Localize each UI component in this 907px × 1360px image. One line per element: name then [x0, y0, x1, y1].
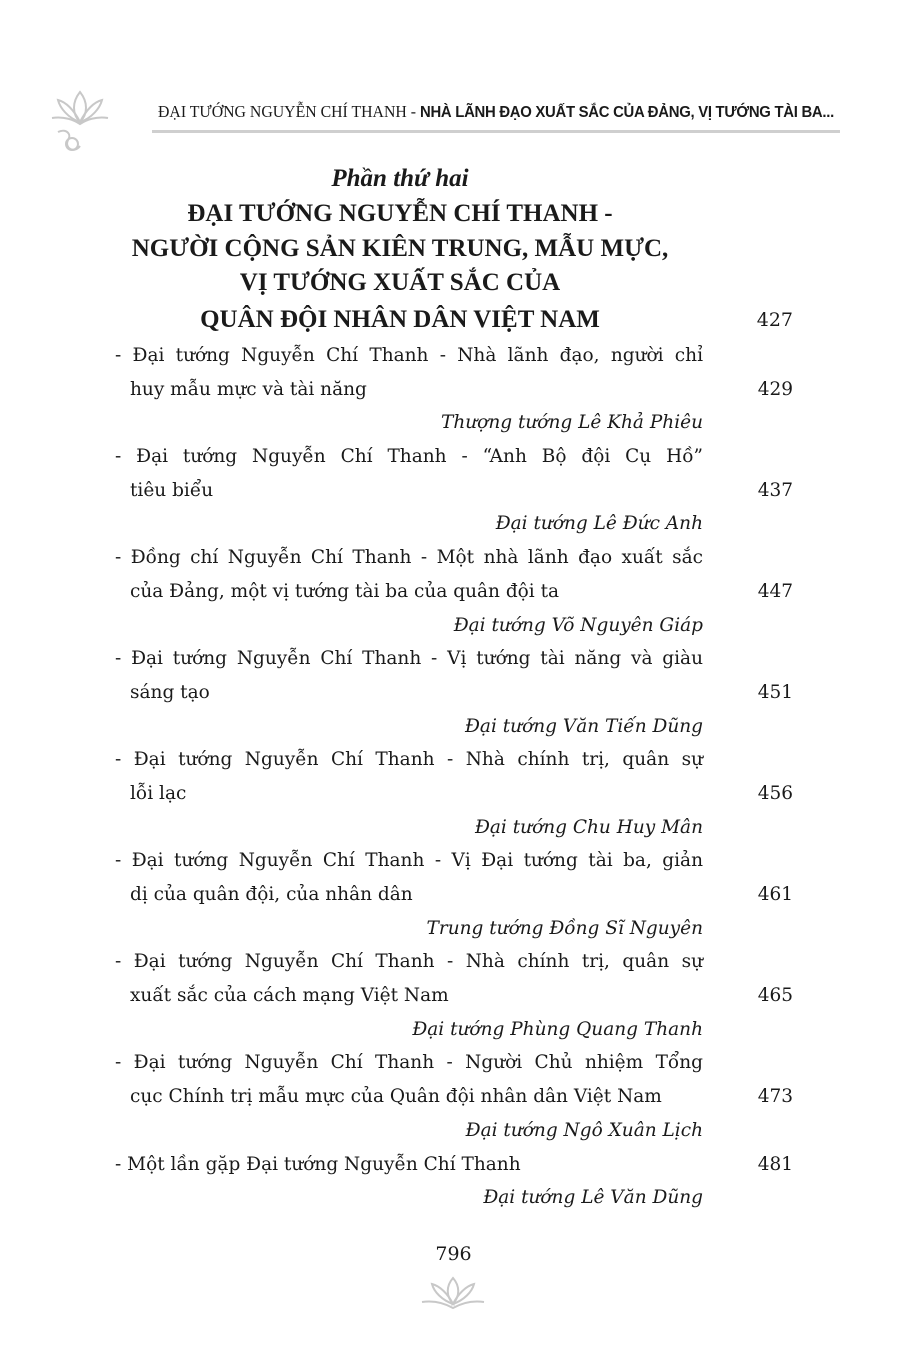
- toc-entry-author: Đại tướng Ngô Xuân Lịch: [465, 1119, 703, 1141]
- toc-entry-page: 465: [757, 985, 793, 1007]
- header-title-right: NHÀ LÃNH ĐẠO XUẤT SẮC CỦA ĐẢNG, VỊ TƯỚNG TÀI BA...: [419, 104, 834, 121]
- toc-line: [115, 1080, 793, 1114]
- toc-entry-title-cont: của Đảng, một vị tướng tài ba của quân đội ta: [130, 580, 560, 602]
- toc-entry-author: Đại tướng Lê Đức Anh: [495, 513, 703, 535]
- toc-line: [115, 339, 793, 373]
- part-page-number: 427: [756, 309, 793, 331]
- toc-entry-page: 429: [757, 378, 793, 400]
- part-title-line: VỊ TƯỚNG XUẤT SẮC CỦA: [239, 269, 561, 296]
- part-title-line: ĐẠI TƯỚNG NGUYỄN CHÍ THANH -: [187, 200, 613, 227]
- running-header: [40, 78, 834, 158]
- toc-line: [115, 1148, 793, 1182]
- toc-entry-title: - Đại tướng Nguyễn Chí Thanh - Nhà chính trị, quân sự: [115, 951, 703, 973]
- lotus-ornament-icon: [50, 88, 110, 160]
- toc-entry-title: - Đồng chí Nguyễn Chí Thanh - Một nhà lãnh đạo xuất sắc: [115, 547, 703, 569]
- toc-line: [115, 373, 793, 407]
- toc-line: [115, 406, 793, 440]
- toc-entry-title-cont: huy mẫu mực và tài năng: [130, 378, 367, 400]
- toc-entry-title: - Đại tướng Nguyễn Chí Thanh - Người Chủ nhiệm Tổng: [115, 1052, 703, 1074]
- toc-entry-page: 451: [757, 681, 793, 703]
- toc-entry-author: Trung tướng Đồng Sĩ Nguyên: [426, 917, 703, 939]
- toc-line: [115, 811, 793, 845]
- toc-entry-page: 473: [757, 1086, 793, 1108]
- toc-line: [115, 1181, 793, 1215]
- toc-entry[interactable]: [115, 541, 793, 642]
- toc-entry[interactable]: [115, 440, 793, 541]
- toc-entry-title: - Đại tướng Nguyễn Chí Thanh - Nhà chính trị, quân sự: [115, 749, 703, 771]
- toc-line: [115, 1114, 793, 1148]
- toc-entry-title: - Đại tướng Nguyễn Chí Thanh - “Anh Bộ đội Cụ Hồ”: [115, 446, 703, 468]
- header-title: [158, 102, 834, 122]
- toc-line: [115, 541, 793, 575]
- toc-line: [115, 1046, 793, 1080]
- toc-entry-title-cont: dị của quân đội, của nhân dân: [130, 884, 413, 905]
- toc-line: [115, 642, 793, 676]
- toc-line: [115, 507, 793, 541]
- toc-line: [115, 676, 793, 710]
- toc-entry-author: Đại tướng Văn Tiến Dũng: [464, 715, 703, 737]
- toc-entry[interactable]: [115, 1046, 793, 1147]
- toc-entry-author: Đại tướng Chu Huy Mân: [474, 816, 703, 838]
- page-number: 796: [435, 1243, 472, 1265]
- part-title-line: QUÂN ĐỘI NHÂN DÂN VIỆT NAM: [200, 306, 600, 333]
- toc-entry-title-cont: tiêu biểu: [130, 479, 214, 501]
- part-title-line: NGƯỜI CỘNG SẢN KIÊN TRUNG, MẪU MỰC,: [131, 235, 669, 262]
- header-rule: [152, 130, 840, 133]
- toc-entry-page: 447: [757, 580, 793, 602]
- part-label: Phần thứ hai: [331, 165, 469, 192]
- toc-entry-title: - Một lần gặp Đại tướng Nguyễn Chí Thanh: [115, 1153, 521, 1175]
- toc-entry-title: - Đại tướng Nguyễn Chí Thanh - Vị Đại tướng tài ba, giản: [115, 850, 703, 872]
- lotus-footer-ornament-icon: [418, 1276, 488, 1312]
- toc-entry-author: Đại tướng Phùng Quang Thanh: [412, 1018, 703, 1040]
- header-title-left: ĐẠI TƯỚNG NGUYỄN CHÍ THANH -: [158, 102, 420, 121]
- toc-line: [115, 878, 793, 912]
- toc-entry[interactable]: [115, 1148, 793, 1215]
- toc-line: [115, 945, 793, 979]
- toc-entry-page: 456: [757, 782, 793, 804]
- toc-entry-author: Đại tướng Võ Nguyên Giáp: [453, 614, 703, 636]
- toc-entry-title: - Đại tướng Nguyễn Chí Thanh - Nhà lãnh đạo, người chỉ: [115, 345, 703, 366]
- toc-line: [115, 743, 793, 777]
- toc-entry[interactable]: [115, 844, 793, 945]
- toc-entry-title-cont: sáng tạo: [130, 681, 210, 703]
- toc-entry-title: - Đại tướng Nguyễn Chí Thanh - Vị tướng tài năng và giàu: [115, 648, 703, 670]
- toc-entry[interactable]: [115, 642, 793, 743]
- toc-line: [115, 575, 793, 609]
- toc-entry-page: 481: [757, 1153, 793, 1175]
- toc-entry[interactable]: [115, 945, 793, 1046]
- toc-entry-title-cont: xuất sắc của cách mạng Việt Nam: [130, 985, 449, 1007]
- toc-line: [115, 979, 793, 1013]
- toc-line: [115, 1013, 793, 1047]
- toc-entry-page: 461: [757, 884, 793, 905]
- toc-line: [115, 609, 793, 643]
- toc-entry-author: Thượng tướng Lê Khả Phiêu: [441, 412, 703, 434]
- toc-line: [115, 844, 793, 878]
- toc-entry[interactable]: [115, 339, 793, 440]
- toc-line: [115, 777, 793, 811]
- toc-entry-title-cont: cục Chính trị mẫu mực của Quân đội nhân dân Việt Nam: [130, 1086, 662, 1108]
- toc-entry[interactable]: [115, 743, 793, 844]
- toc-line: [115, 474, 793, 508]
- toc-line: [115, 440, 793, 474]
- table-of-contents: [115, 339, 793, 1215]
- toc-entry-title-cont: lỗi lạc: [130, 782, 187, 804]
- toc-entry-author: Đại tướng Lê Văn Dũng: [483, 1187, 703, 1209]
- toc-line: [115, 912, 793, 946]
- toc-entry-page: 437: [757, 479, 793, 501]
- toc-line: [115, 710, 793, 744]
